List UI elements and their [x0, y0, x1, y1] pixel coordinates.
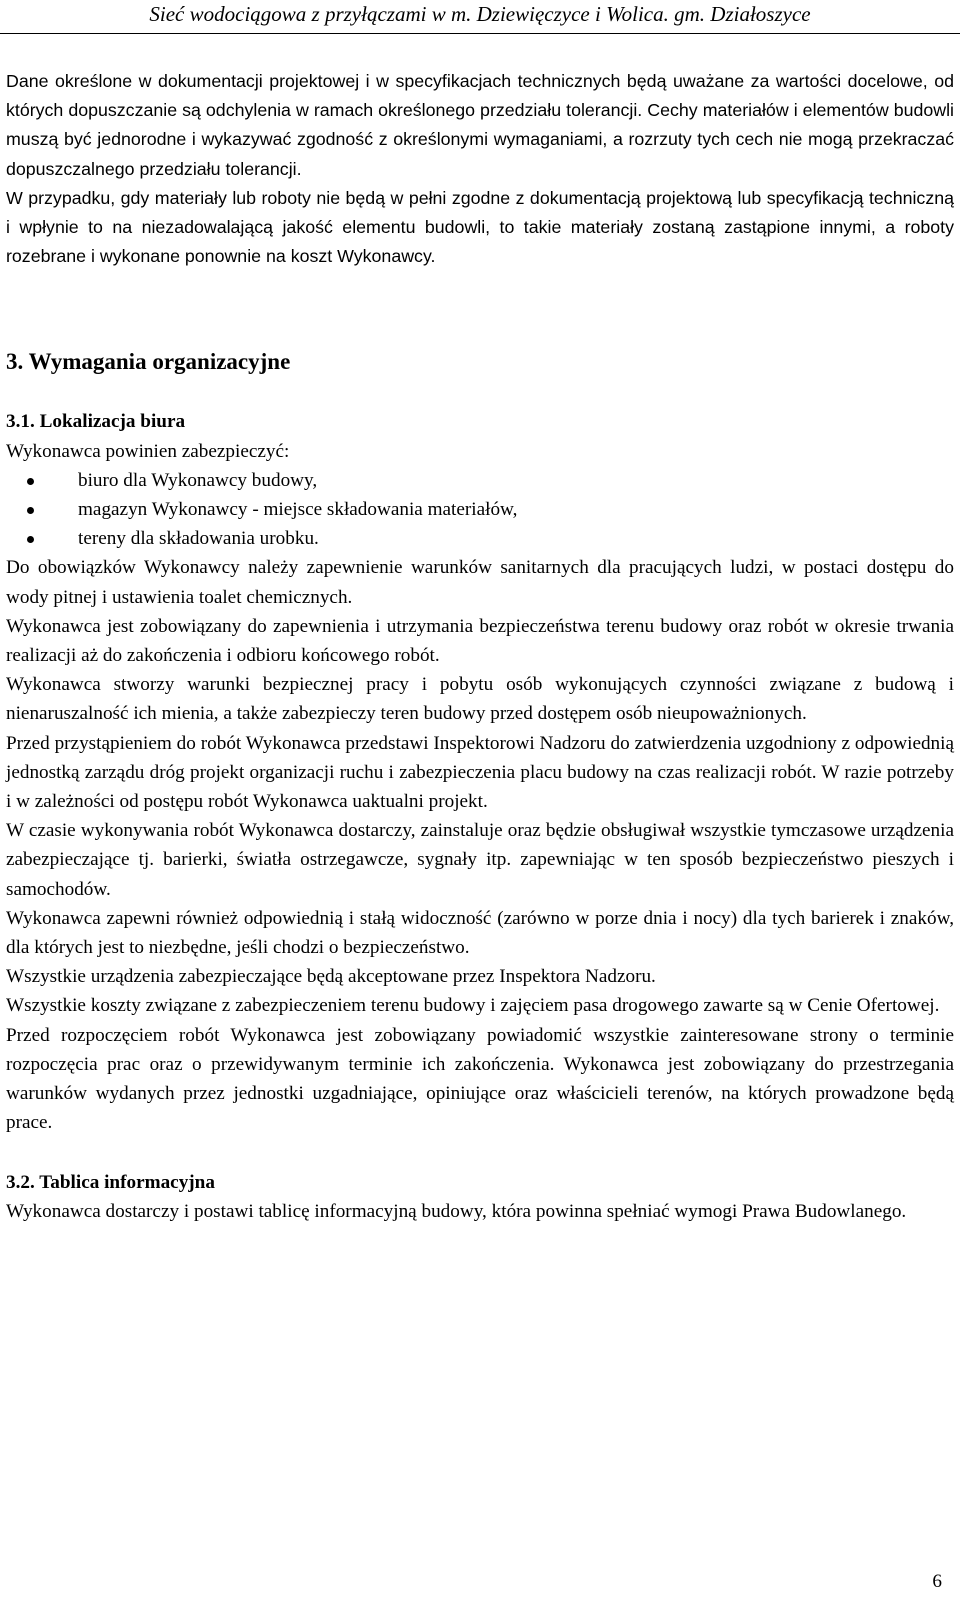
section-3-2-heading: 3.2. Tablica informacyjna: [6, 1171, 215, 1193]
section-3-1-lead: Wykonawca powinien zabezpieczyć:: [6, 440, 290, 462]
header-title: Sieć wodociągowa z przyłączami w m. Dziewięczyce i Wolica. gm. Działoszyce: [149, 2, 811, 26]
bullet-icon: [27, 478, 34, 485]
paragraph: Wykonawca jest zobowiązany do zapewnienia i utrzymania bezpieczeństwa terenu budowy oraz robót w okresie trwania realizacji aż do zakończenia i odbioru końcowego robót.: [6, 615, 954, 667]
paragraph: Przed rozpoczęciem robót Wykonawca jest zobowiązany powiadomić wszystkie zainteresowane strony o terminie rozpoczęcia prac oraz o przewidywanym terminie ich zakończenia. Wykonawca jest zobowiązany do przestrzegania warunków wydanych przez jednostki uzgadniające, opiniujące oraz właścicieli terenów, na których prowadzone będą prace.: [6, 1024, 954, 1134]
page-number: 6: [932, 1571, 942, 1592]
office-requirements-list: [6, 466, 954, 554]
document-body: [6, 67, 954, 1226]
paragraph: Do obowiązków Wykonawcy należy zapewnienie warunków sanitarnych dla pracujących ludzi, w postaci dostępu do wody pitnej i ustawienia toalet chemicznych.: [6, 557, 954, 608]
paragraph: Wykonawca zapewni również odpowiednią i stałą widoczność (zarówno w porze dnia i nocy) dla tych barierek i znaków, dla których jest to niezbędne, jeśli chodzi o bezpieczeństwo.: [6, 907, 954, 959]
paragraph: Wykonawca stworzy warunki bezpiecznej pracy i pobytu osób wykonujących czynności związane z budową i nienaruszalność ich mienia, a także zabezpieczy teren budowy przed dostępem osób nieupoważnionych.: [6, 674, 954, 725]
bullet-icon: [27, 536, 34, 543]
list-item: [6, 466, 954, 495]
page-header: [0, 0, 960, 34]
list-item-text: magazyn Wykonawcy - miejsce składowania materiałów,: [78, 499, 518, 521]
list-item: [6, 524, 954, 553]
intro-paragraph-1: Dane określone w dokumentacji projektowej i w specyfikacjach technicznych będą uważane za wartości docelowe, od których dopuszczanie są odchylenia w ramach określonego przedziału tolerancji. Cechy materiałów i elementów budowli muszą być jednorodne i wykazywać zgodność z określonymi wymaganiami, a rozrzuty tych cech nie mogą przekraczać dopuszczalnego przedziału tolerancji.: [6, 71, 954, 179]
paragraph: Wszystkie urządzenia zabezpieczające będą akceptowane przez Inspektora Nadzoru.: [6, 966, 656, 988]
section-3-1-heading: 3.1. Lokalizacja biura: [6, 411, 186, 433]
list-item-text: biuro dla Wykonawcy budowy,: [78, 469, 318, 491]
paragraph: Wszystkie koszty związane z zabezpieczeniem terenu budowy i zajęciem pasa drogowego zawarte są w Cenie Ofertowej.: [6, 995, 940, 1017]
bullet-icon: [27, 507, 34, 514]
paragraph: Przed przystąpieniem do robót Wykonawca przedstawi Inspektorowi Nadzoru do zatwierdzenia uzgodniony z odpowiednią jednostką zarządu dróg projekt organizacji ruchu i zabezpieczenia placu budowy na czas realizacji robót. W razie potrzeby i w zależności od postępu robót Wykonawca uaktualni projekt.: [6, 732, 954, 813]
list-item: [6, 495, 954, 524]
intro-paragraph-2: W przypadku, gdy materiały lub roboty nie będą w pełni zgodne z dokumentacją projektową lub specyfikacją techniczną i wpłynie to na niezadowalającą jakość elementu budowli, to takie materiały zostaną zastąpione innymi, a roboty rozebrane i wykonane ponownie na koszt Wykonawcy.: [6, 187, 954, 267]
section-3-heading: 3. Wymagania organizacyjne: [6, 349, 291, 375]
paragraph: Wykonawca dostarczy i postawi tablicę informacyjną budowy, która powinna spełniać wymogi Prawa Budowlanego.: [6, 1200, 907, 1222]
list-item-text: tereny dla składowania urobku.: [78, 528, 319, 550]
paragraph: W czasie wykonywania robót Wykonawca dostarczy, zainstaluje oraz będzie obsługiwał wszystkie tymczasowe urządzenia zabezpieczające tj. barierki, światła ostrzegawcze, sygnały itp. zapewniając w ten sposób bezpieczeństwo pieszych i samochodów.: [6, 820, 954, 900]
